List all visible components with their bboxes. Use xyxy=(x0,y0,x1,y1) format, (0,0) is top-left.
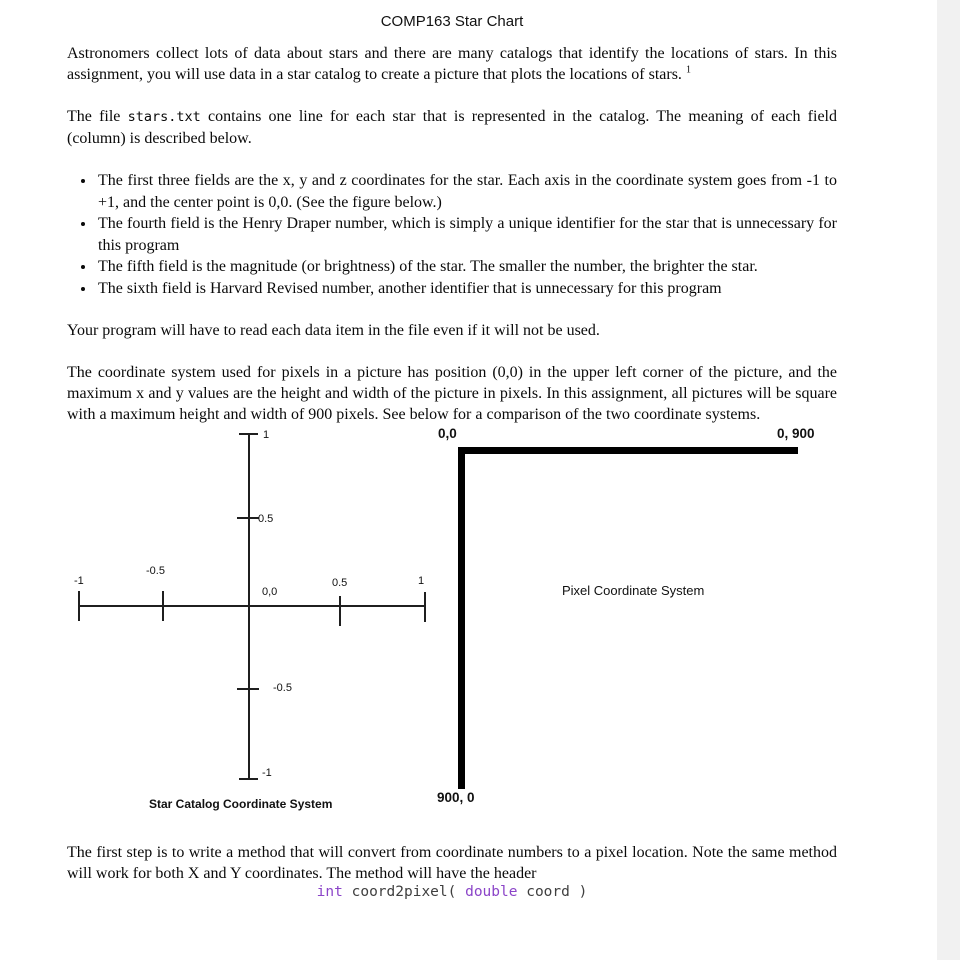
coordinate-system-paragraph: The coordinate system used for pixels in a picture has position (0,0) in the upper left corner of the picture, and the maximum x and y values are the height and width of the picture in pixels. In this assignment, all pictures will be square with a maximum height and width of 900 pixels. See below for a comparison of the two coordinate systems. xyxy=(67,364,837,423)
y-axis-endcap-top xyxy=(239,433,258,435)
y-axis-label-neg-one: -1 xyxy=(262,767,272,779)
star-catalog-caption: Star Catalog Coordinate System xyxy=(149,797,333,811)
pixel-origin-label: 0,0 xyxy=(438,426,457,441)
file-paragraph xyxy=(67,106,837,149)
pixel-top-edge-line xyxy=(458,447,798,454)
file-paragraph-before: The file xyxy=(67,108,128,125)
y-axis-endcap-bottom xyxy=(239,778,258,780)
pixel-top-right-label: 0, 900 xyxy=(777,426,815,441)
code-text-mid: coord2pixel( xyxy=(342,884,466,900)
y-axis-label-one: 1 xyxy=(263,429,270,441)
footnote-reference: 1 xyxy=(685,64,691,76)
first-step-paragraph: The first step is to write a method that will convert from coordinate numbers to a pixel location. Note the same method will work for both X and Y coordinates. The method will have the header xyxy=(67,844,837,882)
field-description-list xyxy=(67,170,837,299)
pixel-bottom-left-label: 900, 0 xyxy=(437,790,475,805)
x-axis-line xyxy=(78,605,426,607)
x-axis-label-half: 0.5 xyxy=(332,577,348,589)
origin-label: 0,0 xyxy=(262,586,278,598)
intro-paragraph xyxy=(67,43,837,85)
x-axis-label-neg-half: -0.5 xyxy=(146,565,165,577)
intro-text: Astronomers collect lots of data about stars and there are many catalogs that identify the locations of stars. In this assignment, you will use data in a star catalog to create a picture that plots the locations of stars. xyxy=(67,45,837,83)
x-axis-label-one: 1 xyxy=(418,575,425,587)
keyword-double: double xyxy=(465,884,518,900)
x-axis-label-neg-one: -1 xyxy=(74,575,84,587)
file-paragraph-after: contains one line for each star that is represented in the catalog. The meaning of each field (column) is described below. xyxy=(67,108,837,147)
read-requirement-paragraph: Your program will have to read each data item in the file even if it will not be used. xyxy=(67,322,600,339)
method-header-code xyxy=(67,884,837,900)
x-axis-endcap-left xyxy=(78,591,80,621)
list-item: • The sixth field is Harvard Revised number, another identifier that is unnecessary for this program xyxy=(96,278,837,300)
list-item: • The first three fields are the x, y and z coordinates for the star. Each axis in the coordinate system goes from -1 to +1, and the center point is 0,0. (See the figure below.) xyxy=(96,170,837,213)
page-title: COMP163 Star Chart xyxy=(380,13,524,30)
keyword-int: int xyxy=(316,884,343,900)
y-axis-line xyxy=(248,434,250,780)
document-content xyxy=(67,0,837,900)
coordinate-figure xyxy=(67,426,837,819)
y-axis-label-neg-half: -0.5 xyxy=(273,682,292,694)
list-item: • The fifth field is the magnitude (or brightness) of the star. The smaller the number, the brighter the star. xyxy=(96,256,837,278)
code-text-end: coord ) xyxy=(517,884,588,900)
x-axis-endcap-right xyxy=(424,592,426,622)
pixel-left-edge-line xyxy=(458,447,465,789)
y-axis-tick-half xyxy=(237,517,259,519)
filename-code: stars.txt xyxy=(127,109,201,125)
pixel-system-caption: Pixel Coordinate System xyxy=(562,583,705,598)
list-item: • The fourth field is the Henry Draper number, which is simply a unique identifier for the star that is unnecessary for this program xyxy=(96,213,837,256)
y-axis-tick-neg-half xyxy=(237,688,259,690)
x-axis-tick-half xyxy=(339,596,341,626)
y-axis-label-half: 0.5 xyxy=(258,513,274,525)
x-axis-tick-neg-half xyxy=(162,591,164,621)
page-edge xyxy=(937,0,960,960)
